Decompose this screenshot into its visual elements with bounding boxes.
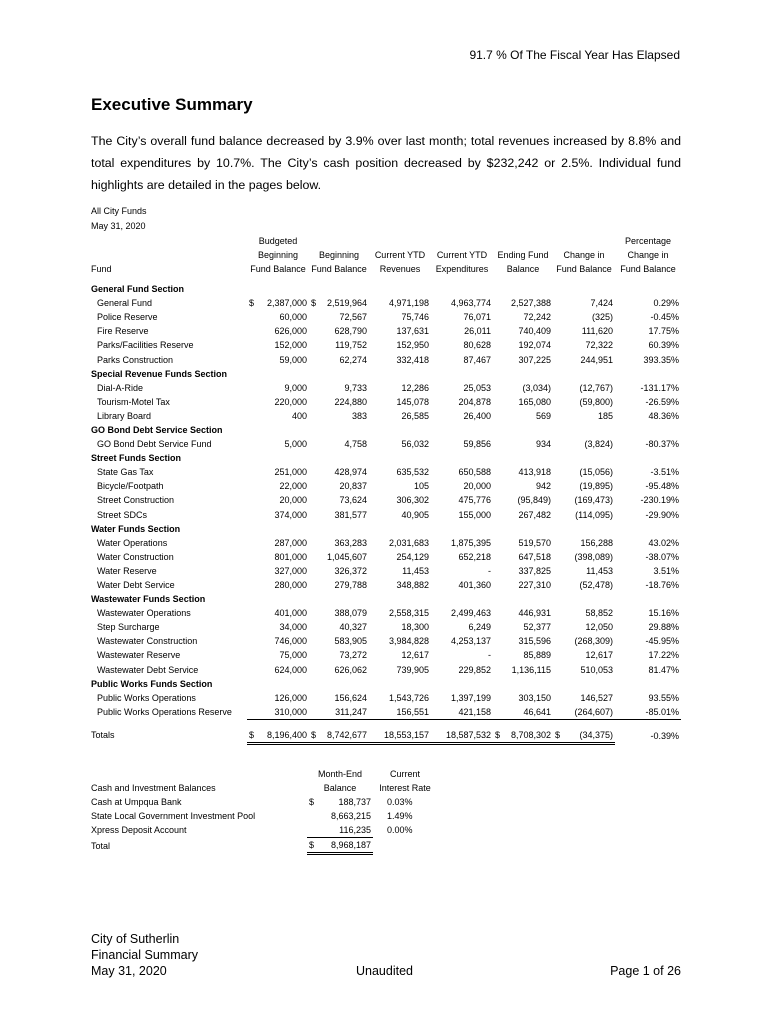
cell-value: 72,322 (585, 340, 613, 351)
currency-symbol: $ (311, 729, 317, 740)
cell-value: (3,034) (522, 382, 551, 393)
cell-value: 740,409 (518, 326, 551, 337)
cell-value: 40,905 (401, 509, 429, 520)
cell-value: (325) (591, 312, 613, 323)
fund-name: Street SDCs (97, 509, 148, 520)
cell-value: 401,360 (458, 580, 491, 591)
cell-value: 72,567 (339, 312, 367, 323)
section-title: Wastewater Funds Section (91, 594, 206, 605)
cell-value: 25,053 (463, 382, 491, 393)
cell-value: 6,249 (468, 622, 491, 633)
fund-name: Step Surcharge (97, 622, 160, 633)
footer-page: Page 1 of 26 (610, 964, 681, 978)
cell-value: 635,532 (396, 467, 429, 478)
fund-name: Public Works Operations (97, 692, 196, 703)
col-budgeted: Budgeted Beginning Fund Balance (250, 236, 306, 274)
section-header-row (89, 423, 681, 437)
table-row (89, 606, 681, 620)
totals-row (89, 719, 681, 743)
date-label: May 31, 2020 (91, 221, 146, 231)
cell-value: (19,895) (579, 481, 613, 492)
cell-value: 22,000 (279, 481, 307, 492)
cell-value: 20,000 (463, 481, 491, 492)
cell-value: $ 2,387,000 (249, 298, 307, 309)
table-row (89, 310, 681, 324)
cell-value: 20,000 (279, 495, 307, 506)
cell-value: 251,000 (274, 467, 307, 478)
cell-value: 12,617 (401, 650, 429, 661)
cell-value: (15,056) (579, 467, 613, 478)
cell-value: 428,974 (334, 467, 367, 478)
cell-value: (268,309) (574, 636, 613, 647)
cash-account: State Local Government Investment Pool (91, 811, 256, 822)
cell-value: 942 (535, 481, 551, 492)
cell-value: 254,129 (396, 551, 429, 562)
cash-account: Cash at Umpqua Bank (91, 797, 182, 808)
cell-value: 11,453 (586, 565, 613, 576)
cell-value: 75,000 (279, 650, 307, 661)
fund-name: Water Reserve (97, 565, 157, 576)
summary-paragraph: The City’s overall fund balance decreased by 3.9% over last month; total revenues increased by 8.8% and total expenditures by 10.7%. The City’s cash position decreased by $232,242 or 2.5%. Individual fund highlights are detailed in the pages below. (91, 134, 681, 192)
cell-value: 4,253,137 (450, 636, 491, 647)
fund-name: Water Operations (97, 537, 168, 548)
cell-value: 229,852 (458, 664, 491, 675)
page-title: Executive Summary (91, 95, 253, 114)
cell-value: 383 (351, 410, 367, 421)
fund-name: Wastewater Reserve (97, 650, 181, 661)
fund-name: Tourism-Motel Tax (97, 396, 170, 407)
cell-value: 72,242 (523, 312, 551, 323)
cell-value: 327,000 (274, 565, 307, 576)
col-fund: Fund (91, 264, 112, 274)
cell-value: 310,000 (247, 705, 309, 720)
cell-value: 156,551 (369, 705, 431, 720)
cell-value: 401,000 (274, 608, 307, 619)
table-row (89, 691, 681, 705)
fund-name: Dial-A-Ride (97, 382, 144, 393)
cash-account: Xpress Deposit Account (91, 825, 187, 836)
cell-value: 326,372 (334, 565, 367, 576)
cell-value: (264,607) (553, 705, 615, 720)
fund-name: Parks/Facilities Reserve (97, 340, 194, 351)
cell-value: 5,000 (284, 439, 307, 450)
table-row (89, 381, 681, 395)
cell-value: 650,588 (458, 467, 491, 478)
fund-name: Parks Construction (97, 354, 174, 365)
fund-name: State Gas Tax (97, 467, 154, 478)
fund-name: Police Reserve (97, 312, 158, 323)
cell-value: 73,272 (339, 650, 367, 661)
cell-value: 307,225 (518, 354, 551, 365)
cell-value: (95,849) (517, 495, 551, 506)
cell-value: 4,963,774 (450, 298, 491, 309)
cell-value: 0.29% (653, 298, 679, 309)
col-revenues: Current YTD Revenues (374, 250, 426, 274)
cell-value: -80.37% (645, 439, 679, 450)
fund-name: Bicycle/Footpath (97, 481, 164, 492)
cell-value: 26,011 (464, 326, 491, 337)
section-title: Public Works Funds Section (91, 678, 213, 689)
currency-symbol: $ (311, 298, 317, 309)
cell-value: 510,053 (580, 664, 613, 675)
cell-value: 152,950 (396, 340, 429, 351)
cell-value: 337,825 (518, 565, 551, 576)
cash-total-value: $ 8,968,187 (307, 838, 373, 854)
cell-value: (59,800) (579, 396, 613, 407)
table-row (89, 620, 681, 634)
cell-value: 156,288 (580, 537, 613, 548)
cash-total-row (89, 838, 437, 854)
section-header-row (89, 451, 681, 465)
cell-value: 306,302 (396, 495, 429, 506)
cell-value: 626,000 (274, 326, 307, 337)
cell-value: 48.36% (648, 410, 679, 421)
cell-value: 18,300 (401, 622, 429, 633)
cell-value: (114,095) (575, 509, 613, 520)
cell-value: 315,596 (518, 636, 551, 647)
fund-name: Street Construction (97, 495, 175, 506)
table-row (89, 409, 681, 423)
cell-value: 156,624 (334, 692, 367, 703)
cell-value: 1,045,607 (326, 551, 367, 562)
cell-value: 583,905 (334, 636, 367, 647)
cell-value: 29.88% (648, 622, 679, 633)
cell-value: 3,984,828 (388, 636, 429, 647)
table-row (89, 493, 681, 507)
cell-value: -85.01% (615, 705, 681, 720)
table-header-row (89, 234, 681, 276)
cell-value: 60,000 (279, 312, 307, 323)
cell-value: 26,585 (401, 410, 429, 421)
total-value: $ 8,742,677 (309, 719, 369, 743)
cell-value: 75,746 (401, 312, 429, 323)
cell-value: 628,790 (334, 326, 367, 337)
total-value: 18,553,157 (369, 719, 431, 743)
table-row (89, 437, 681, 451)
cell-value: 80,628 (463, 340, 491, 351)
cell-value: 85,889 (523, 650, 551, 661)
table-row (89, 508, 681, 522)
cell-value: 421,158 (431, 705, 493, 720)
cell-value: 17.75% (648, 326, 679, 337)
cell-value: 220,000 (274, 396, 307, 407)
cell-value: 105 (413, 481, 429, 492)
cell-value: 1,397,199 (450, 692, 491, 703)
section-title: Water Funds Section (91, 523, 181, 534)
fund-balance-table (89, 234, 681, 745)
cell-value: 3.51% (653, 565, 679, 576)
cell-value: 332,418 (396, 354, 429, 365)
fund-name: Wastewater Debt Service (97, 664, 199, 675)
cash-value: 8,663,215 (330, 811, 371, 822)
cell-value: 746,000 (274, 636, 307, 647)
cell-value: 126,000 (274, 692, 307, 703)
footer-report: Financial Summary (91, 948, 198, 962)
cell-value: 152,000 (274, 340, 307, 351)
section-header-row (89, 367, 681, 381)
cash-value: $ 188,737 (309, 797, 371, 808)
cell-value: 280,000 (274, 580, 307, 591)
cell-value: 348,882 (396, 580, 429, 591)
cell-value: 934 (535, 439, 551, 450)
cell-value: $ 2,519,964 (311, 298, 367, 309)
cell-value: 1,543,726 (388, 692, 429, 703)
cell-value: -18.76% (645, 580, 679, 591)
table-row (89, 648, 681, 662)
col-expenditures: Current YTD Expenditures (435, 250, 489, 274)
cash-col-rate: Current Interest Rate (379, 769, 431, 793)
cell-value: -131.17% (640, 382, 679, 393)
cell-value: 7,424 (590, 298, 613, 309)
cell-value: -3.51% (650, 467, 679, 478)
fiscal-year-note: 91.7 % Of The Fiscal Year Has Elapsed (469, 48, 680, 62)
cell-value: 303,150 (518, 692, 551, 703)
section-title: General Fund Section (91, 284, 185, 295)
cell-value: 4,758 (344, 439, 367, 450)
cell-value: -0.45% (650, 312, 679, 323)
fund-name: Library Board (97, 410, 152, 421)
currency-symbol: $ (249, 729, 255, 740)
cell-value: -38.07% (645, 551, 679, 562)
cell-value: 165,080 (518, 396, 551, 407)
fund-name: Fire Reserve (97, 326, 149, 337)
cell-value: 192,074 (518, 340, 551, 351)
cell-value: 146,527 (580, 692, 613, 703)
section-header-row (89, 282, 681, 296)
cell-value: 227,310 (518, 580, 551, 591)
cell-value: 374,000 (274, 509, 307, 520)
cell-value: 119,752 (335, 340, 367, 351)
section-title: Special Revenue Funds Section (91, 368, 228, 379)
cell-value: 1,875,395 (450, 537, 491, 548)
cell-value: 4,971,198 (388, 298, 429, 309)
cell-value: 46,641 (493, 705, 553, 720)
cell-value: 739,905 (396, 664, 429, 675)
cell-value: 446,931 (518, 608, 551, 619)
table-row (89, 705, 681, 720)
cell-value: 111,620 (581, 326, 613, 337)
cell-value: 363,283 (334, 537, 367, 548)
section-header-row (89, 522, 681, 536)
cell-value: 2,558,315 (388, 608, 429, 619)
cell-value: 12,617 (585, 650, 613, 661)
fund-name: Wastewater Operations (97, 608, 191, 619)
table-row (89, 663, 681, 677)
cell-value: 59,856 (463, 439, 491, 450)
fund-name: Water Debt Service (97, 580, 175, 591)
cell-value: 40,327 (339, 622, 367, 633)
cell-value: 2,499,463 (450, 608, 491, 619)
cell-value: 62,274 (339, 354, 367, 365)
cash-value: 116,235 (307, 823, 373, 838)
cell-value: 279,788 (334, 580, 367, 591)
cell-value: -95.48% (645, 481, 679, 492)
fund-name: Wastewater Construction (97, 636, 198, 647)
cell-value: 185 (597, 410, 613, 421)
table-row (89, 479, 681, 493)
footer-org: City of Sutherlin (91, 932, 180, 946)
footer-status: Unaudited (356, 964, 413, 978)
cell-value: 9,000 (284, 382, 307, 393)
cash-row (89, 823, 437, 838)
cash-row (89, 809, 437, 823)
cell-value: 413,918 (518, 467, 551, 478)
cell-value: (52,478) (579, 580, 613, 591)
table-row (89, 395, 681, 409)
footer-date: May 31, 2020 (91, 964, 167, 978)
cell-value: 93.55% (648, 692, 679, 703)
currency-symbol: $ (249, 298, 255, 309)
cell-value: 20,837 (339, 481, 367, 492)
total-value: 18,587,532 (431, 719, 493, 743)
cell-value: 2,031,683 (388, 537, 429, 548)
cell-value: 519,570 (518, 537, 551, 548)
cell-value: 155,000 (458, 509, 491, 520)
cell-value: 60.39% (648, 340, 679, 351)
cash-value: 0.03% (387, 797, 413, 808)
cell-value: -230.19% (640, 495, 679, 506)
currency-symbol: $ (555, 729, 561, 740)
table-row (89, 465, 681, 479)
section-title: GO Bond Debt Service Section (91, 424, 223, 435)
fund-name: GO Bond Debt Service Fund (97, 439, 212, 450)
table-row (89, 536, 681, 550)
section-header-row (89, 677, 681, 691)
cell-value: 381,577 (334, 509, 367, 520)
table-row (89, 550, 681, 564)
cell-value: 81.47% (648, 664, 679, 675)
section-title: Street Funds Section (91, 453, 182, 464)
cell-value: 626,062 (334, 664, 367, 675)
cash-col-label: Cash and Investment Balances (91, 783, 216, 793)
col-pct: Percentage Change in Fund Balance (620, 236, 676, 274)
cell-value: 647,518 (518, 551, 551, 562)
total-value: $ 8,196,400 (247, 719, 309, 743)
cell-value: 76,071 (463, 312, 491, 323)
table-row (89, 578, 681, 592)
cell-value: 58,852 (585, 608, 613, 619)
cell-value: -45.95% (645, 636, 679, 647)
cell-value: 244,951 (580, 354, 613, 365)
cash-investment-table (89, 767, 437, 855)
cell-value: 34,000 (279, 622, 307, 633)
cell-value: 801,000 (274, 551, 307, 562)
table-row (89, 634, 681, 648)
cell-value: 204,878 (458, 396, 491, 407)
cash-value: 1.49% (387, 811, 413, 822)
cell-value: - (488, 650, 491, 661)
cell-value: 56,032 (401, 439, 429, 450)
section-header-row (89, 592, 681, 606)
fund-name: General Fund (97, 298, 153, 309)
cash-header-row (89, 767, 437, 795)
cell-value: (169,473) (574, 495, 613, 506)
footer-left (91, 931, 198, 979)
cell-value: 73,624 (339, 495, 367, 506)
cell-value: 137,631 (396, 326, 429, 337)
cell-value: -26.59% (645, 396, 679, 407)
table-row (89, 564, 681, 578)
cash-total-label: Total (91, 840, 111, 851)
fund-name: Public Works Operations Reserve (97, 707, 232, 718)
cell-value: 652,218 (458, 551, 491, 562)
cell-value: 475,776 (458, 495, 491, 506)
cell-value: 12,050 (585, 622, 613, 633)
empty-cell (373, 838, 437, 854)
currency-symbol: $ (495, 729, 501, 740)
cell-value: 11,453 (402, 565, 429, 576)
fund-name: Water Construction (97, 551, 174, 562)
cell-value: 52,377 (523, 622, 551, 633)
cell-value: 287,000 (274, 537, 307, 548)
cell-value: 224,880 (334, 396, 367, 407)
cell-value: 59,000 (279, 354, 307, 365)
cell-value: 267,482 (518, 509, 551, 520)
total-value: $ (34,375) (553, 719, 615, 743)
col-change: Change in Fund Balance (556, 250, 612, 274)
currency-symbol: $ (309, 797, 315, 808)
cell-value: 26,400 (463, 410, 491, 421)
scope-label: All City Funds (91, 206, 147, 216)
cell-value: (3,824) (584, 439, 613, 450)
cell-value: (12,767) (579, 382, 613, 393)
cell-value: 9,733 (344, 382, 367, 393)
cell-value: 2,527,388 (510, 298, 551, 309)
cell-value: 1,136,115 (511, 664, 551, 675)
cell-value: 12,286 (401, 382, 429, 393)
cell-value: (398,089) (574, 551, 613, 562)
totals-label: Totals (91, 730, 115, 741)
cell-value: 311,247 (309, 705, 369, 720)
table-row (89, 338, 681, 352)
cell-value: 400 (291, 410, 307, 421)
col-beginning: Beginning Fund Balance (311, 250, 367, 274)
col-ending: Ending Fund Balance (497, 250, 549, 274)
cell-value: 43.02% (648, 537, 679, 548)
cell-value: 393.35% (643, 354, 679, 365)
cell-value: 569 (535, 410, 551, 421)
cell-value: 145,078 (396, 396, 429, 407)
currency-symbol: $ (309, 840, 315, 851)
cell-value: 87,467 (463, 354, 491, 365)
cash-col-balance: Month-End Balance (317, 769, 363, 793)
table-row (89, 296, 681, 310)
table-row (89, 324, 681, 338)
cash-row (89, 795, 437, 809)
cell-value: - (488, 565, 491, 576)
total-value: -0.39% (650, 730, 679, 741)
cell-value: 388,079 (334, 608, 367, 619)
table-row (89, 352, 681, 366)
cell-value: 624,000 (274, 664, 307, 675)
cell-value: 15.16% (648, 608, 679, 619)
total-value: $ 8,708,302 (493, 719, 553, 743)
cell-value: -29.90% (645, 509, 679, 520)
cash-value: 0.00% (387, 825, 413, 836)
cell-value: 17.22% (648, 650, 679, 661)
